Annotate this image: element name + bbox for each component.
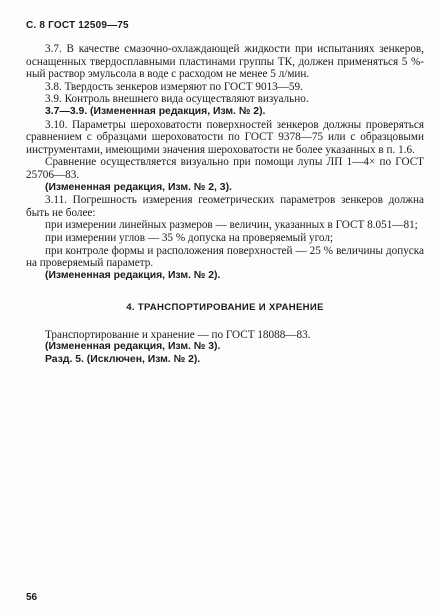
paragraph-3-8: 3.8. Твердость зенкеров измеряют по ГОСТ 9013—59. (45, 80, 303, 93)
paragraph-comparison: Сравнение осуществляется визуально при помощи лупы ЛП 1—4× по ГОСТ 25706—83. (26, 156, 424, 181)
paragraph-3-7: 3.7. В качестве смазочно-охлаждающей жидкости при испытаниях зенкеров, оснащенных твердосплавными пластинами группы ТК, должен применяться 5 %-ный раствор эмульсола в воде с расходом не менее 5 л/мин. (26, 43, 424, 81)
section-heading: 4. ТРАНСПОРТИРОВАНИЕ И ХРАНЕНИЕ (126, 302, 324, 314)
amendment-note-section-4: (Измененная редакция, Изм. № 3). (45, 341, 221, 353)
amendment-note-3-7-3-9: 3.7—3.9. (Измененная редакция, Изм. № 2). (45, 105, 266, 117)
document-body (26, 43, 424, 367)
paragraph-3-11: 3.11. Погрешность измерения геометрических параметров зенкеров должна быть не более: (26, 194, 424, 219)
paragraph-3-10: 3.10. Параметры шероховатости поверхностей зенкеров должны проверяться сравнением с образцами шероховатости по ГОСТ 9378—75 или с образцовыми инструментами, имеющими значения шероховатости не более указанных в п. 1.6. (26, 118, 424, 156)
paragraph-linear-sizes: при измерении линейных размеров — величин, указанных в ГОСТ 8.051—81; (45, 219, 418, 232)
paragraph-angles: при измерении углов — 35 % допуска на проверяемый угол; (45, 231, 334, 244)
paragraph-form-control: при контроле формы и расположения поверхностей — 25 % величины допуска на проверяемый параметр. (26, 244, 424, 270)
amendment-note-3-10: (Измененная редакция, Изм. № 2, 3). (45, 181, 232, 193)
page-header: С. 8 ГОСТ 12509—75 (26, 20, 129, 31)
paragraph-3-9: 3.9. Контроль внешнего вида осуществляют визуально. (45, 93, 309, 106)
section-5-excluded-note: Разд. 5. (Исключен, Изм. № 2). (45, 354, 201, 366)
amendment-note-3-11: (Измененная редакция, Изм. № 2). (45, 269, 221, 281)
paragraph-transport: Транспортирование и хранение — по ГОСТ 18088—83. (45, 328, 311, 341)
page-number: 56 (26, 592, 38, 603)
